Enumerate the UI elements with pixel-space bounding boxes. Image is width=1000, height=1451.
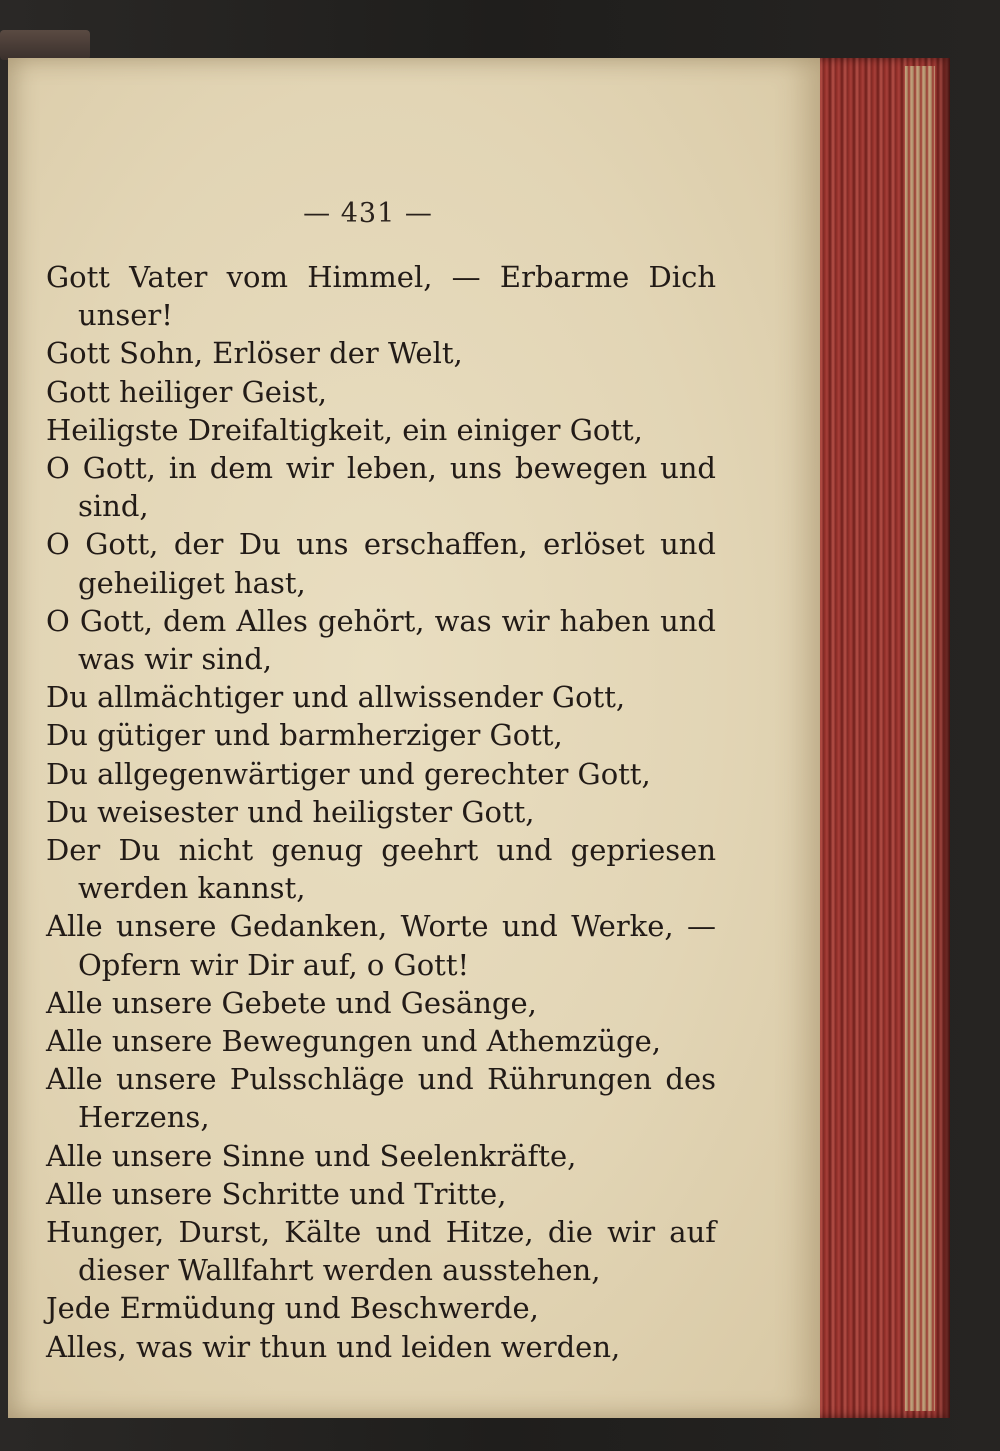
text-line: Alles, was wir thun und leiden werden, xyxy=(46,1329,621,1364)
page-edges-inner xyxy=(905,66,935,1411)
text-line: Alle unsere Schritte und Tritte, xyxy=(46,1176,507,1211)
text-line: Du weisester und heiligster Gott, xyxy=(46,794,535,829)
text-line: Gott heiliger Geist, xyxy=(46,374,327,409)
text-line: Du allgegenwärtiger und gerechter Gott, xyxy=(46,756,651,791)
text-line: Alle unsere Gedanken, Worte und Werke, — xyxy=(46,909,716,944)
text-line: Du gütiger und barmherziger Gott, xyxy=(46,718,563,753)
text-line: O Gott, in dem wir leben, uns bewegen und xyxy=(46,451,716,486)
text-line: Hunger, Durst, Kälte und Hitze, die wir auf xyxy=(46,1215,716,1250)
text-line: unser! xyxy=(78,298,173,333)
text-line: Alle unsere Sinne und Seelenkräfte, xyxy=(46,1138,577,1173)
text-line: was wir sind, xyxy=(78,642,273,677)
text-line: sind, xyxy=(78,489,149,524)
book-spine xyxy=(0,30,90,60)
text-line: Alle unsere Pulsschläge und Rührungen des xyxy=(46,1062,716,1097)
text-line: Alle unsere Gebete und Gesänge, xyxy=(46,985,537,1020)
book-page xyxy=(8,58,820,1418)
page-number: — 431 — xyxy=(303,198,433,229)
text-line: Opfern wir Dir auf, o Gott! xyxy=(78,947,470,982)
text-line: Jede Ermüdung und Beschwerde, xyxy=(46,1291,539,1326)
text-line: Alle unsere Bewegungen und Athemzüge, xyxy=(46,1024,661,1059)
text-line: Herzens, xyxy=(78,1100,210,1135)
text-line: O Gott, dem Alles gehört, was wir haben und xyxy=(46,603,716,638)
text-line: Gott Vater vom Himmel, — Erbarme Dich xyxy=(46,260,716,294)
text-line: Du allmächtiger und allwissender Gott, xyxy=(46,680,626,715)
page-text xyxy=(46,258,716,1366)
text-line: werden kannst, xyxy=(78,871,306,906)
text-line: O Gott, der Du uns erschaffen, erlöset und xyxy=(46,527,716,562)
text-line: Der Du nicht genug geehrt und gepriesen xyxy=(46,833,716,868)
text-line: dieser Wallfahrt werden ausstehen, xyxy=(78,1253,601,1288)
text-line: Heiligste Dreifaltigkeit, ein einiger Gott, xyxy=(46,412,643,447)
text-line: geheiliget hast, xyxy=(78,565,306,600)
text-line: Gott Sohn, Erlöser der Welt, xyxy=(46,336,463,371)
